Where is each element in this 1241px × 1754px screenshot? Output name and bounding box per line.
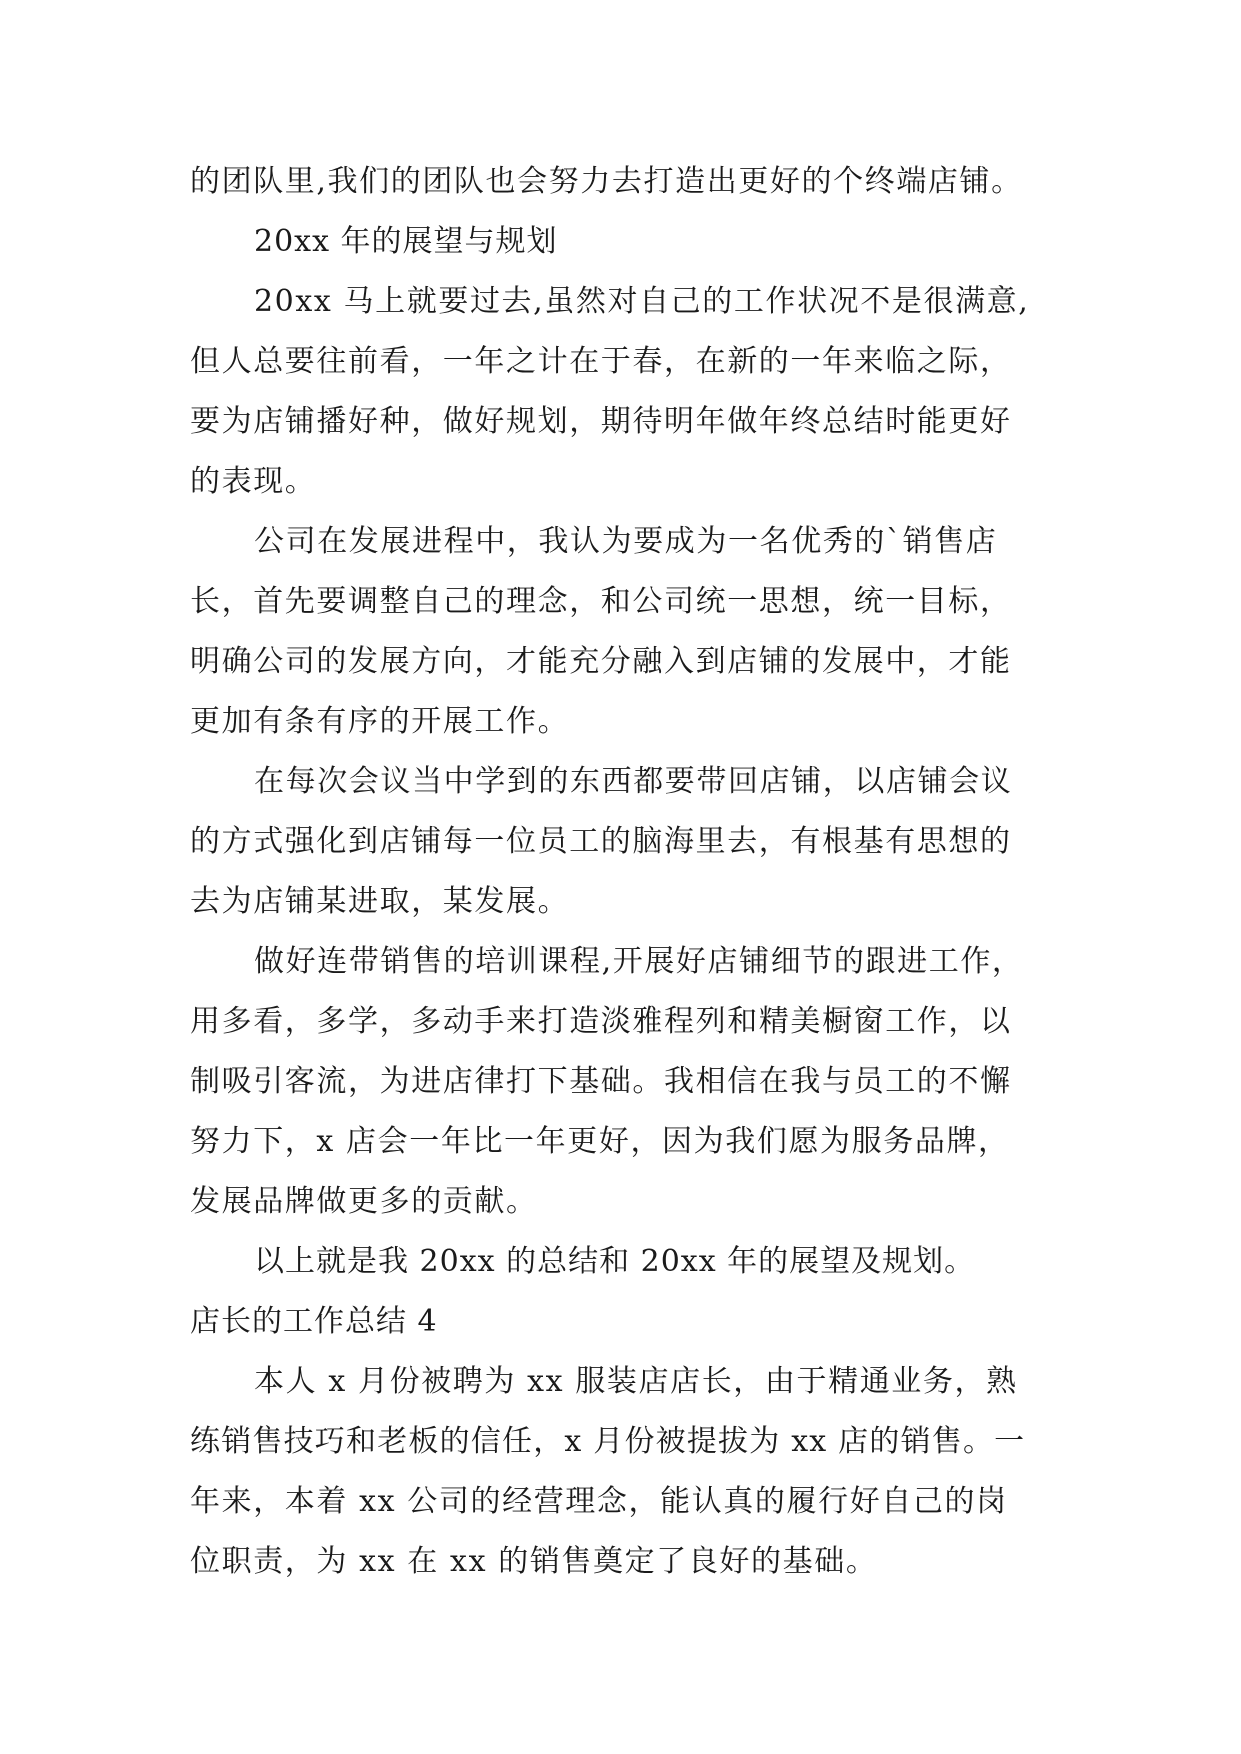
text-line: 本人 x 月份被聘为 xx 服装店店长，由于精通业务，熟 [254,1364,1018,1399]
text-line: 做好连带销售的培训课程,开展好店铺细节的跟进工作， [254,944,1024,979]
text-line: 长，首先要调整自己的理念，和公司统一思想，统一目标， [190,584,1012,619]
text-line: 去为店铺某进取，某发展。 [190,884,570,919]
text-line: 的表现。 [190,464,317,499]
text-line: 努力下，x 店会一年比一年更好，因为我们愿为服务品牌， [190,1124,1010,1159]
text-line: 的团队里,我们的团队也会努力去打造出更好的个终端店铺。 [190,164,1023,199]
text-line: 公司在发展进程中，我认为要成为一名优秀的`销售店 [254,524,998,559]
text-line: 制吸引客流，为进店律打下基础。我相信在我与员工的不懈 [190,1064,1012,1099]
text-line: 位职责，为 xx 在 xx 的销售奠定了良好的基础。 [190,1544,878,1579]
text-line: 明确公司的发展方向，才能充分融入到店铺的发展中，才能 [190,644,1012,679]
text-line: 更加有条有序的开展工作。 [190,704,570,739]
text-line: 20xx 马上就要过去,虽然对自己的工作状况不是很满意, [254,284,1030,319]
text-line: 在每次会议当中学到的东西都要带回店铺，以店铺会议 [254,764,1013,799]
text-line: 练销售技巧和老板的信任，x 月份被提拔为 xx 店的销售。一 [190,1424,1026,1459]
section-title: 店长的工作总结 4 [190,1304,438,1339]
text-line: 要为店铺播好种，做好规划，期待明年做年终总结时能更好 [190,404,1012,439]
text-line: 以上就是我 20xx 的总结和 20xx 年的展望及规划。 [254,1244,976,1279]
text-line: 发展品牌做更多的贡献。 [190,1184,538,1219]
text-line: 的方式强化到店铺每一位员工的脑海里去，有根基有思想的 [190,824,1012,859]
section-heading: 20xx 年的展望与规划 [254,224,558,259]
text-line: 但人总要往前看，一年之计在于春，在新的一年来临之际， [190,344,1012,379]
text-line: 用多看，多学，多动手来打造淡雅程列和精美橱窗工作，以 [190,1004,1012,1039]
text-line: 年来，本着 xx 公司的经营理念，能认真的履行好自己的岗 [190,1484,1008,1519]
